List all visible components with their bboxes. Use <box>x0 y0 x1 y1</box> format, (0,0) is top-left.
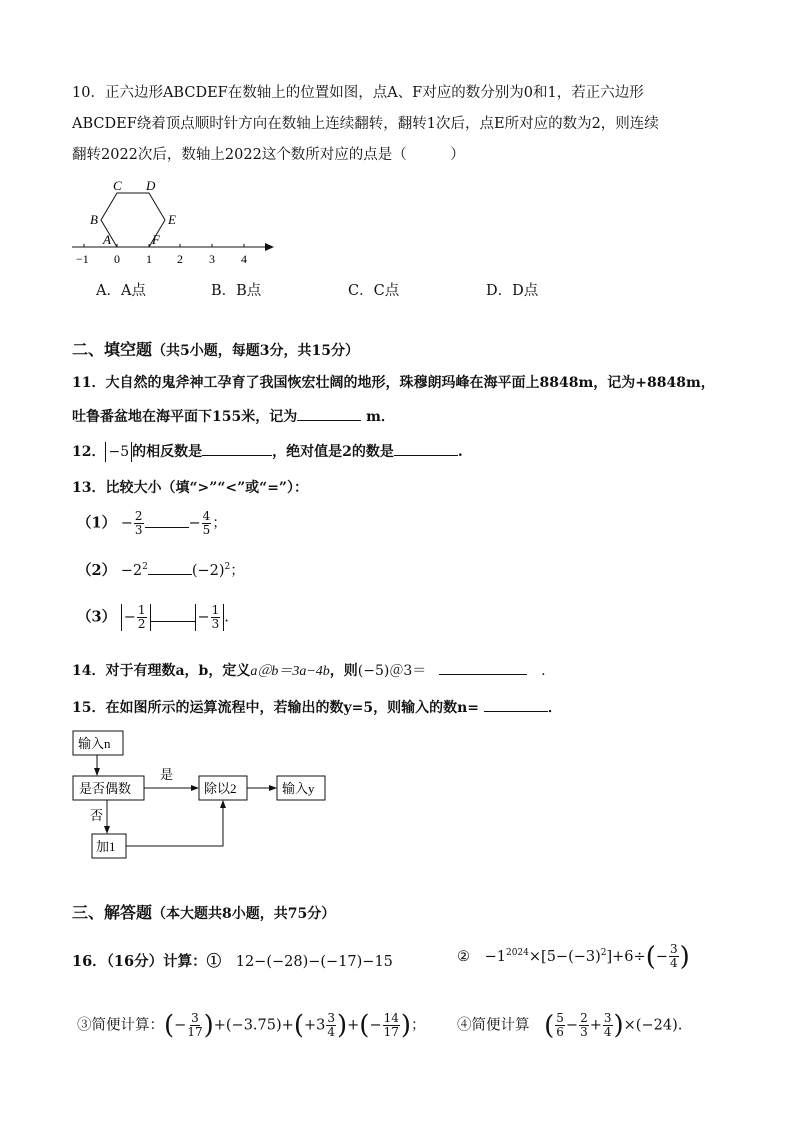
q13-p1-end: ； <box>212 515 227 532</box>
q10-option-a: A．A点 <box>96 283 146 299</box>
q12-text-a: 的相反数是 <box>132 444 203 460</box>
q13-p2-right-exp: 2 <box>224 562 231 572</box>
tick-label-1: 1 <box>146 252 152 266</box>
flow-decision-label: 是否偶数 <box>79 781 132 796</box>
number-line-arrow <box>265 243 274 251</box>
q12-blank-2[interactable] <box>394 441 458 456</box>
q13-p2-blank[interactable] <box>148 560 192 575</box>
hexagon-number-line-figure <box>68 176 283 268</box>
q13-p1-right-fraction: $\frac{4}{5}$ <box>202 509 211 537</box>
q16-expr2-c: ]+6÷ <box>606 948 646 965</box>
q16-expr3-fraction1: $\frac{3}{17}$ <box>187 1011 203 1039</box>
q16-expr2-exp: 2024 <box>505 948 529 958</box>
q13-p3-right-abs: − $\frac{1}{3}$ <box>195 604 225 631</box>
q16-expr4-tail: ×(−24) <box>623 1017 678 1034</box>
flow-add-label: 加1 <box>96 839 116 854</box>
q14-line <box>72 660 546 682</box>
q16-line1-right: ② $-1^{2024}\times[5-(-3)^2]+6\div(-$ $\frac{3}{4}$ ) <box>457 941 690 972</box>
flow-divide-label: 除以2 <box>204 781 237 796</box>
q14-definition: a＠b＝3a−4b <box>250 664 330 679</box>
q13-part2 <box>77 557 245 581</box>
tick-label-3: 3 <box>209 252 215 266</box>
q16-expr2-exp2: 2 <box>600 948 607 958</box>
q16-expr3-fraction3: $\frac{14}{17}$ <box>383 1011 399 1039</box>
flow-no-label: 否 <box>90 808 104 823</box>
q12-number: 12． <box>72 444 106 460</box>
q13-stem: 13．比较大小（填“>”“<”或“=”）： <box>72 480 308 496</box>
section2-note: （共5小题，每题3分，共15分） <box>152 343 359 359</box>
q16-expr3-fraction2: $\frac{3}{4}$ <box>327 1011 335 1039</box>
vertex-label-a: A <box>103 232 111 247</box>
q16-circle3: ③简便计算： <box>77 1017 164 1034</box>
vertex-label-e: E <box>168 212 176 227</box>
q13-p2-right: (−2) <box>191 562 225 579</box>
tick-label-2: 2 <box>177 252 183 266</box>
tick-label-neg1: −1 <box>76 252 89 266</box>
q14-text-a: 14．对于有理数a，b，定义 <box>72 663 251 679</box>
q16-expr2-a: −1 <box>484 948 506 965</box>
q16-line1-left <box>72 952 393 972</box>
q15-answer-blank[interactable] <box>484 697 548 712</box>
q11-line2 <box>72 406 395 427</box>
q16-expr4-fraction2: $\frac{2}{3}$ <box>580 1011 588 1039</box>
flow-yes-label: 是 <box>160 767 174 782</box>
q10-line1: 10．正六边形ABCDEF在数轴上的位置如图，点A、F对应的数分别为0和1，若正六边形 <box>72 85 644 101</box>
q12-text-b: ，绝对值是2的数是 <box>272 444 394 460</box>
q14-expression: (−5)＠3＝ <box>357 663 427 679</box>
vertex-label-f: F <box>152 232 160 247</box>
q15-text: 15．在如图所示的运算流程中，若输出的数y=5，则输入的数n= <box>72 700 479 716</box>
q13-p1-blank[interactable] <box>145 513 189 528</box>
section2-heading <box>72 337 359 360</box>
q13-part3 <box>77 604 229 631</box>
flow-input-label: 输入n <box>78 736 111 751</box>
q16-expr4-fraction1: $\frac{5}{6}$ <box>556 1011 564 1039</box>
q14-answer-blank[interactable] <box>439 660 527 675</box>
flow-arrow-loop <box>126 801 223 846</box>
section3-heading <box>72 900 335 923</box>
q13-p2-label: （2） <box>77 561 117 579</box>
q14-text-b: ，则 <box>329 663 358 679</box>
q13-p1-left-fraction: $\frac{2}{3}$ <box>134 509 143 537</box>
q13-p2-left: −2 <box>120 562 143 579</box>
q16-expr2-b: ×[5−(−3) <box>528 948 601 965</box>
q13-p3-label: （3） <box>77 608 117 626</box>
q10-line3: 翻转2022次后，数轴上2022这个数所对应的点是（ ） <box>72 147 465 163</box>
tick-label-0: 0 <box>114 252 120 266</box>
q16-expr1: 12−(−28)−(−17)−15 <box>235 954 393 970</box>
q16-circle4: ④简便计算 <box>457 1017 530 1034</box>
flow-output-label: 输入y <box>282 781 315 796</box>
q11-line1: 11．大自然的鬼斧神工孕育了我国恢宏壮阔的地形，珠穆朗玛峰在海平面上8848m，记为+8848m， <box>72 375 715 391</box>
q16-expr4-fraction3: $\frac{3}{4}$ <box>603 1011 612 1039</box>
q13-p3-end: . <box>224 609 229 626</box>
q12-line <box>72 441 463 462</box>
q14-end: . <box>541 663 546 679</box>
q13-p1-left-sign: − <box>120 515 133 532</box>
q11-line2-text: 吐鲁番盆地在海平面下155米，记为 <box>72 409 298 425</box>
section3-title: 三、解答题 <box>72 903 153 922</box>
q13-p3-blank[interactable] <box>151 607 195 622</box>
q16-expr3-mid1: +(−3.75)+ <box>213 1017 294 1034</box>
q16-line2-left: ③简便计算：(− $\frac{3}{17}$ )+(−3.75)+(+3 $\frac{3}{4}$ )+(− $\frac{14}{17}$ )； <box>77 1010 426 1041</box>
q15-flowchart <box>70 728 340 864</box>
q10-option-b: B．B点 <box>211 283 262 299</box>
q12-blank-1[interactable] <box>202 441 272 456</box>
q10-option-d: D．D点 <box>486 283 539 299</box>
vertex-label-d: D <box>146 178 156 193</box>
q12-abs-value: −5 <box>105 442 132 462</box>
q10-option-c: C．C点 <box>348 283 400 299</box>
section2-title: 二、填空题 <box>72 340 153 359</box>
q11-unit: m． <box>366 409 395 425</box>
q16-expr2-sign: − <box>655 948 668 965</box>
q16-line2-right: ④简便计算 ( $\frac{5}{6}$ − $\frac{2}{3}$ + $\frac{3}{4}$ )×(−24). <box>457 1010 683 1041</box>
q13-p3-left-abs: − $\frac{1}{2}$ <box>121 604 151 631</box>
q10-line2: ABCDEF绕着顶点顺时针方向在数轴上连续翻转，翻转1次后，点E所对应的数为2，则连续 <box>72 116 659 132</box>
q13-p2-left-exp: 2 <box>142 562 148 572</box>
section3-note: （本大题共8小题，共75分） <box>152 906 336 922</box>
q16-head: 16．（16分）计算：① <box>72 953 222 970</box>
q16-expr2-fraction: $\frac{3}{4}$ <box>670 942 678 971</box>
q16-circle2: ② <box>457 948 470 965</box>
q13-p1-label: （1） <box>77 514 117 532</box>
q15-line <box>72 697 562 718</box>
q13-p1-right-sign: − <box>188 515 201 532</box>
vertex-label-c: C <box>113 178 122 193</box>
q13-part1 <box>77 510 227 537</box>
q11-answer-blank[interactable] <box>297 406 361 421</box>
tick-label-4: 4 <box>241 252 247 266</box>
vertex-label-b: B <box>90 212 98 227</box>
q12-end: . <box>457 444 463 460</box>
q13-p2-end: ； <box>230 562 245 579</box>
q15-end: ． <box>547 700 562 716</box>
